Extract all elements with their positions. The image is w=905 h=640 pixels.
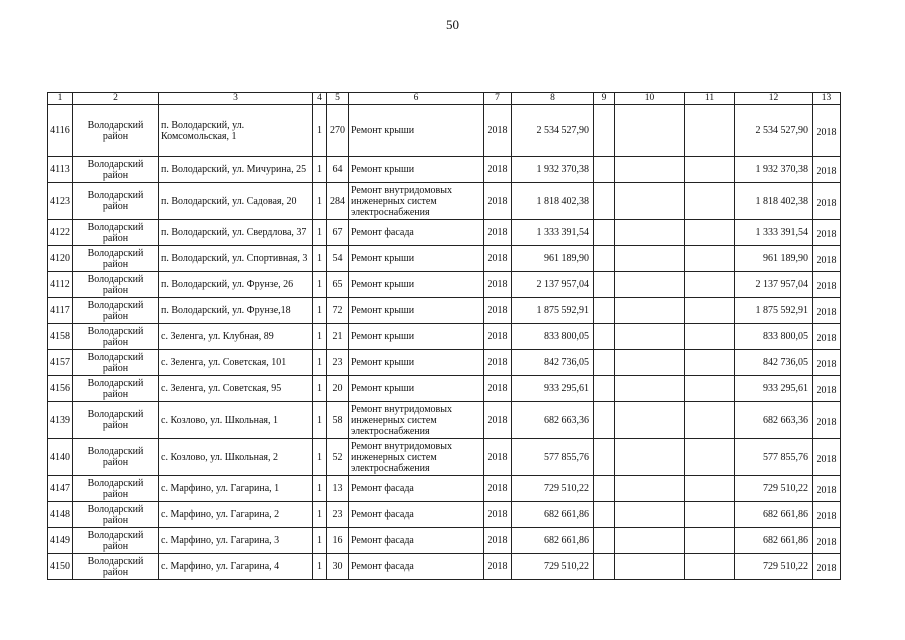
year-cell: 2018 bbox=[484, 298, 512, 324]
table-row bbox=[48, 528, 841, 554]
col13-cell: 2018 bbox=[813, 376, 841, 402]
table-row bbox=[48, 554, 841, 580]
col11-cell bbox=[685, 439, 735, 476]
row-id: 4156 bbox=[48, 376, 73, 402]
col10-cell bbox=[615, 476, 685, 502]
row-id: 4147 bbox=[48, 476, 73, 502]
col9-cell bbox=[594, 324, 615, 350]
column-header: 1 bbox=[48, 93, 73, 105]
address-cell: п. Володарский, ул. Свердлова, 37 bbox=[159, 220, 313, 246]
amount-cell: 682 663,36 bbox=[512, 402, 594, 439]
year-cell: 2018 bbox=[484, 105, 512, 157]
table-row bbox=[48, 376, 841, 402]
amount-cell: 2 137 957,04 bbox=[512, 272, 594, 298]
col5-cell: 13 bbox=[327, 476, 349, 502]
amount-cell: 729 510,22 bbox=[512, 476, 594, 502]
amount-cell: 682 661,86 bbox=[512, 528, 594, 554]
address-cell: с. Марфино, ул. Гагарина, 1 bbox=[159, 476, 313, 502]
column-header: 2 bbox=[73, 93, 159, 105]
work-type-cell: Ремонт фасада bbox=[349, 502, 484, 528]
year-cell: 2018 bbox=[484, 157, 512, 183]
row-id: 4117 bbox=[48, 298, 73, 324]
year-cell: 2018 bbox=[484, 350, 512, 376]
col13-cell: 2018 bbox=[813, 350, 841, 376]
col9-cell bbox=[594, 105, 615, 157]
col4-cell: 1 bbox=[313, 298, 327, 324]
year-cell: 2018 bbox=[484, 476, 512, 502]
work-type-cell: Ремонт фасада bbox=[349, 554, 484, 580]
district-cell: Володарский район bbox=[73, 554, 159, 580]
column-header: 11 bbox=[685, 93, 735, 105]
district-cell: Володарский район bbox=[73, 350, 159, 376]
amount-cell: 833 800,05 bbox=[512, 324, 594, 350]
district-cell: Володарский район bbox=[73, 220, 159, 246]
amount-cell: 2 534 527,90 bbox=[512, 105, 594, 157]
col13-cell: 2018 bbox=[813, 324, 841, 350]
total-cell: 933 295,61 bbox=[735, 376, 813, 402]
table-row bbox=[48, 183, 841, 220]
column-header: 4 bbox=[313, 93, 327, 105]
column-header: 9 bbox=[594, 93, 615, 105]
row-id: 4116 bbox=[48, 105, 73, 157]
work-type-cell: Ремонт фасада bbox=[349, 528, 484, 554]
column-header: 8 bbox=[512, 93, 594, 105]
work-type-cell: Ремонт крыши bbox=[349, 324, 484, 350]
col13-cell: 2018 bbox=[813, 157, 841, 183]
col10-cell bbox=[615, 272, 685, 298]
amount-cell: 961 189,90 bbox=[512, 246, 594, 272]
row-id: 4140 bbox=[48, 439, 73, 476]
col13-cell: 2018 bbox=[813, 246, 841, 272]
year-cell: 2018 bbox=[484, 402, 512, 439]
work-type-cell: Ремонт крыши bbox=[349, 376, 484, 402]
column-header: 13 bbox=[813, 93, 841, 105]
col11-cell bbox=[685, 476, 735, 502]
district-cell: Володарский район bbox=[73, 183, 159, 220]
col13-cell: 2018 bbox=[813, 502, 841, 528]
col4-cell: 1 bbox=[313, 554, 327, 580]
table-row bbox=[48, 272, 841, 298]
column-header: 10 bbox=[615, 93, 685, 105]
col13-cell: 2018 bbox=[813, 528, 841, 554]
col10-cell bbox=[615, 528, 685, 554]
table-row bbox=[48, 246, 841, 272]
col5-cell: 20 bbox=[327, 376, 349, 402]
total-cell: 2 137 957,04 bbox=[735, 272, 813, 298]
col4-cell: 1 bbox=[313, 350, 327, 376]
table-row bbox=[48, 402, 841, 439]
repair-table bbox=[47, 92, 841, 580]
work-type-cell: Ремонт крыши bbox=[349, 105, 484, 157]
col10-cell bbox=[615, 554, 685, 580]
amount-cell: 577 855,76 bbox=[512, 439, 594, 476]
col10-cell bbox=[615, 439, 685, 476]
total-cell: 1 333 391,54 bbox=[735, 220, 813, 246]
address-cell: п. Володарский, ул. Фрунзе,18 bbox=[159, 298, 313, 324]
col13-cell: 2018 bbox=[813, 298, 841, 324]
col10-cell bbox=[615, 298, 685, 324]
col11-cell bbox=[685, 272, 735, 298]
year-cell: 2018 bbox=[484, 246, 512, 272]
total-cell: 1 818 402,38 bbox=[735, 183, 813, 220]
col10-cell bbox=[615, 376, 685, 402]
header-row bbox=[48, 93, 841, 105]
col13-cell: 2018 bbox=[813, 272, 841, 298]
col13-cell: 2018 bbox=[813, 439, 841, 476]
district-cell: Володарский район bbox=[73, 157, 159, 183]
total-cell: 729 510,22 bbox=[735, 476, 813, 502]
district-cell: Володарский район bbox=[73, 402, 159, 439]
district-cell: Володарский район bbox=[73, 105, 159, 157]
amount-cell: 1 875 592,91 bbox=[512, 298, 594, 324]
col5-cell: 21 bbox=[327, 324, 349, 350]
year-cell: 2018 bbox=[484, 376, 512, 402]
col5-cell: 72 bbox=[327, 298, 349, 324]
col5-cell: 30 bbox=[327, 554, 349, 580]
col4-cell: 1 bbox=[313, 324, 327, 350]
table-row bbox=[48, 350, 841, 376]
col5-cell: 52 bbox=[327, 439, 349, 476]
col9-cell bbox=[594, 439, 615, 476]
col11-cell bbox=[685, 350, 735, 376]
col9-cell bbox=[594, 502, 615, 528]
column-header: 5 bbox=[327, 93, 349, 105]
col5-cell: 58 bbox=[327, 402, 349, 439]
col9-cell bbox=[594, 476, 615, 502]
row-id: 4149 bbox=[48, 528, 73, 554]
col10-cell bbox=[615, 350, 685, 376]
col13-cell: 2018 bbox=[813, 402, 841, 439]
row-id: 4139 bbox=[48, 402, 73, 439]
year-cell: 2018 bbox=[484, 183, 512, 220]
district-cell: Володарский район bbox=[73, 376, 159, 402]
col9-cell bbox=[594, 183, 615, 220]
year-cell: 2018 bbox=[484, 554, 512, 580]
amount-cell: 933 295,61 bbox=[512, 376, 594, 402]
row-id: 4112 bbox=[48, 272, 73, 298]
col5-cell: 54 bbox=[327, 246, 349, 272]
table-row bbox=[48, 439, 841, 476]
col4-cell: 1 bbox=[313, 476, 327, 502]
col11-cell bbox=[685, 324, 735, 350]
col9-cell bbox=[594, 272, 615, 298]
col9-cell bbox=[594, 157, 615, 183]
col9-cell bbox=[594, 350, 615, 376]
total-cell: 833 800,05 bbox=[735, 324, 813, 350]
row-id: 4158 bbox=[48, 324, 73, 350]
col5-cell: 284 bbox=[327, 183, 349, 220]
amount-cell: 682 661,86 bbox=[512, 502, 594, 528]
year-cell: 2018 bbox=[484, 439, 512, 476]
col13-cell: 2018 bbox=[813, 554, 841, 580]
work-type-cell: Ремонт крыши bbox=[349, 157, 484, 183]
col4-cell: 1 bbox=[313, 402, 327, 439]
col11-cell bbox=[685, 502, 735, 528]
row-id: 4122 bbox=[48, 220, 73, 246]
col4-cell: 1 bbox=[313, 105, 327, 157]
work-type-cell: Ремонт внутридомовых инженерных систем электроснабжения bbox=[349, 402, 484, 439]
amount-cell: 1 333 391,54 bbox=[512, 220, 594, 246]
work-type-cell: Ремонт крыши bbox=[349, 350, 484, 376]
col5-cell: 65 bbox=[327, 272, 349, 298]
col10-cell bbox=[615, 246, 685, 272]
table-row bbox=[48, 220, 841, 246]
total-cell: 842 736,05 bbox=[735, 350, 813, 376]
year-cell: 2018 bbox=[484, 502, 512, 528]
total-cell: 729 510,22 bbox=[735, 554, 813, 580]
col10-cell bbox=[615, 324, 685, 350]
column-header: 3 bbox=[159, 93, 313, 105]
district-cell: Володарский район bbox=[73, 476, 159, 502]
table-row bbox=[48, 298, 841, 324]
work-type-cell: Ремонт крыши bbox=[349, 272, 484, 298]
district-cell: Володарский район bbox=[73, 272, 159, 298]
table-row bbox=[48, 476, 841, 502]
address-cell: п. Володарский, ул. Садовая, 20 bbox=[159, 183, 313, 220]
column-header: 6 bbox=[349, 93, 484, 105]
col5-cell: 67 bbox=[327, 220, 349, 246]
total-cell: 1 932 370,38 bbox=[735, 157, 813, 183]
amount-cell: 729 510,22 bbox=[512, 554, 594, 580]
address-cell: п. Володарский, ул. Спортивная, 3 bbox=[159, 246, 313, 272]
col4-cell: 1 bbox=[313, 272, 327, 298]
address-cell: п. Володарский, ул. Фрунзе, 26 bbox=[159, 272, 313, 298]
col9-cell bbox=[594, 554, 615, 580]
district-cell: Володарский район bbox=[73, 324, 159, 350]
col11-cell bbox=[685, 246, 735, 272]
work-type-cell: Ремонт фасада bbox=[349, 476, 484, 502]
col4-cell: 1 bbox=[313, 528, 327, 554]
col9-cell bbox=[594, 298, 615, 324]
total-cell: 2 534 527,90 bbox=[735, 105, 813, 157]
address-cell: с. Козлово, ул. Школьная, 1 bbox=[159, 402, 313, 439]
table-body bbox=[48, 105, 841, 580]
row-id: 4113 bbox=[48, 157, 73, 183]
address-cell: с. Зеленга, ул. Советская, 101 bbox=[159, 350, 313, 376]
row-id: 4150 bbox=[48, 554, 73, 580]
col4-cell: 1 bbox=[313, 439, 327, 476]
col5-cell: 23 bbox=[327, 350, 349, 376]
address-cell: п. Володарский, ул. Комсомольская, 1 bbox=[159, 105, 313, 157]
work-type-cell: Ремонт внутридомовых инженерных систем электроснабжения bbox=[349, 183, 484, 220]
col4-cell: 1 bbox=[313, 220, 327, 246]
col4-cell: 1 bbox=[313, 183, 327, 220]
col11-cell bbox=[685, 376, 735, 402]
col4-cell: 1 bbox=[313, 246, 327, 272]
address-cell: с. Марфино, ул. Гагарина, 3 bbox=[159, 528, 313, 554]
year-cell: 2018 bbox=[484, 272, 512, 298]
col11-cell bbox=[685, 220, 735, 246]
total-cell: 961 189,90 bbox=[735, 246, 813, 272]
district-cell: Володарский район bbox=[73, 439, 159, 476]
work-type-cell: Ремонт крыши bbox=[349, 246, 484, 272]
address-cell: с. Козлово, ул. Школьная, 2 bbox=[159, 439, 313, 476]
address-cell: п. Володарский, ул. Мичурина, 25 bbox=[159, 157, 313, 183]
col5-cell: 16 bbox=[327, 528, 349, 554]
work-type-cell: Ремонт внутридомовых инженерных систем электроснабжения bbox=[349, 439, 484, 476]
work-type-cell: Ремонт крыши bbox=[349, 298, 484, 324]
col11-cell bbox=[685, 554, 735, 580]
district-cell: Володарский район bbox=[73, 246, 159, 272]
col5-cell: 23 bbox=[327, 502, 349, 528]
column-header: 12 bbox=[735, 93, 813, 105]
col9-cell bbox=[594, 376, 615, 402]
col9-cell bbox=[594, 246, 615, 272]
col10-cell bbox=[615, 183, 685, 220]
col10-cell bbox=[615, 402, 685, 439]
col9-cell bbox=[594, 402, 615, 439]
col10-cell bbox=[615, 220, 685, 246]
col13-cell: 2018 bbox=[813, 220, 841, 246]
row-id: 4157 bbox=[48, 350, 73, 376]
table-row bbox=[48, 502, 841, 528]
col4-cell: 1 bbox=[313, 376, 327, 402]
address-cell: с. Зеленга, ул. Советская, 95 bbox=[159, 376, 313, 402]
district-cell: Володарский район bbox=[73, 298, 159, 324]
col9-cell bbox=[594, 528, 615, 554]
col11-cell bbox=[685, 528, 735, 554]
col5-cell: 270 bbox=[327, 105, 349, 157]
total-cell: 682 661,86 bbox=[735, 528, 813, 554]
amount-cell: 1 818 402,38 bbox=[512, 183, 594, 220]
col11-cell bbox=[685, 402, 735, 439]
total-cell: 682 661,86 bbox=[735, 502, 813, 528]
col13-cell: 2018 bbox=[813, 105, 841, 157]
col10-cell bbox=[615, 502, 685, 528]
amount-cell: 842 736,05 bbox=[512, 350, 594, 376]
district-cell: Володарский район bbox=[73, 502, 159, 528]
column-header: 7 bbox=[484, 93, 512, 105]
district-cell: Володарский район bbox=[73, 528, 159, 554]
col4-cell: 1 bbox=[313, 157, 327, 183]
col13-cell: 2018 bbox=[813, 183, 841, 220]
col11-cell bbox=[685, 157, 735, 183]
address-cell: с. Зеленга, ул. Клубная, 89 bbox=[159, 324, 313, 350]
col11-cell bbox=[685, 298, 735, 324]
col10-cell bbox=[615, 105, 685, 157]
col10-cell bbox=[615, 157, 685, 183]
col5-cell: 64 bbox=[327, 157, 349, 183]
address-cell: с. Марфино, ул. Гагарина, 2 bbox=[159, 502, 313, 528]
row-id: 4123 bbox=[48, 183, 73, 220]
col11-cell bbox=[685, 183, 735, 220]
col4-cell: 1 bbox=[313, 502, 327, 528]
row-id: 4148 bbox=[48, 502, 73, 528]
total-cell: 682 663,36 bbox=[735, 402, 813, 439]
page-number: 50 bbox=[446, 17, 459, 32]
total-cell: 1 875 592,91 bbox=[735, 298, 813, 324]
col13-cell: 2018 bbox=[813, 476, 841, 502]
row-id: 4120 bbox=[48, 246, 73, 272]
address-cell: с. Марфино, ул. Гагарина, 4 bbox=[159, 554, 313, 580]
year-cell: 2018 bbox=[484, 220, 512, 246]
work-type-cell: Ремонт фасада bbox=[349, 220, 484, 246]
year-cell: 2018 bbox=[484, 324, 512, 350]
col9-cell bbox=[594, 220, 615, 246]
table-row bbox=[48, 324, 841, 350]
table-row bbox=[48, 157, 841, 183]
year-cell: 2018 bbox=[484, 528, 512, 554]
amount-cell: 1 932 370,38 bbox=[512, 157, 594, 183]
table-row bbox=[48, 105, 841, 157]
total-cell: 577 855,76 bbox=[735, 439, 813, 476]
col11-cell bbox=[685, 105, 735, 157]
